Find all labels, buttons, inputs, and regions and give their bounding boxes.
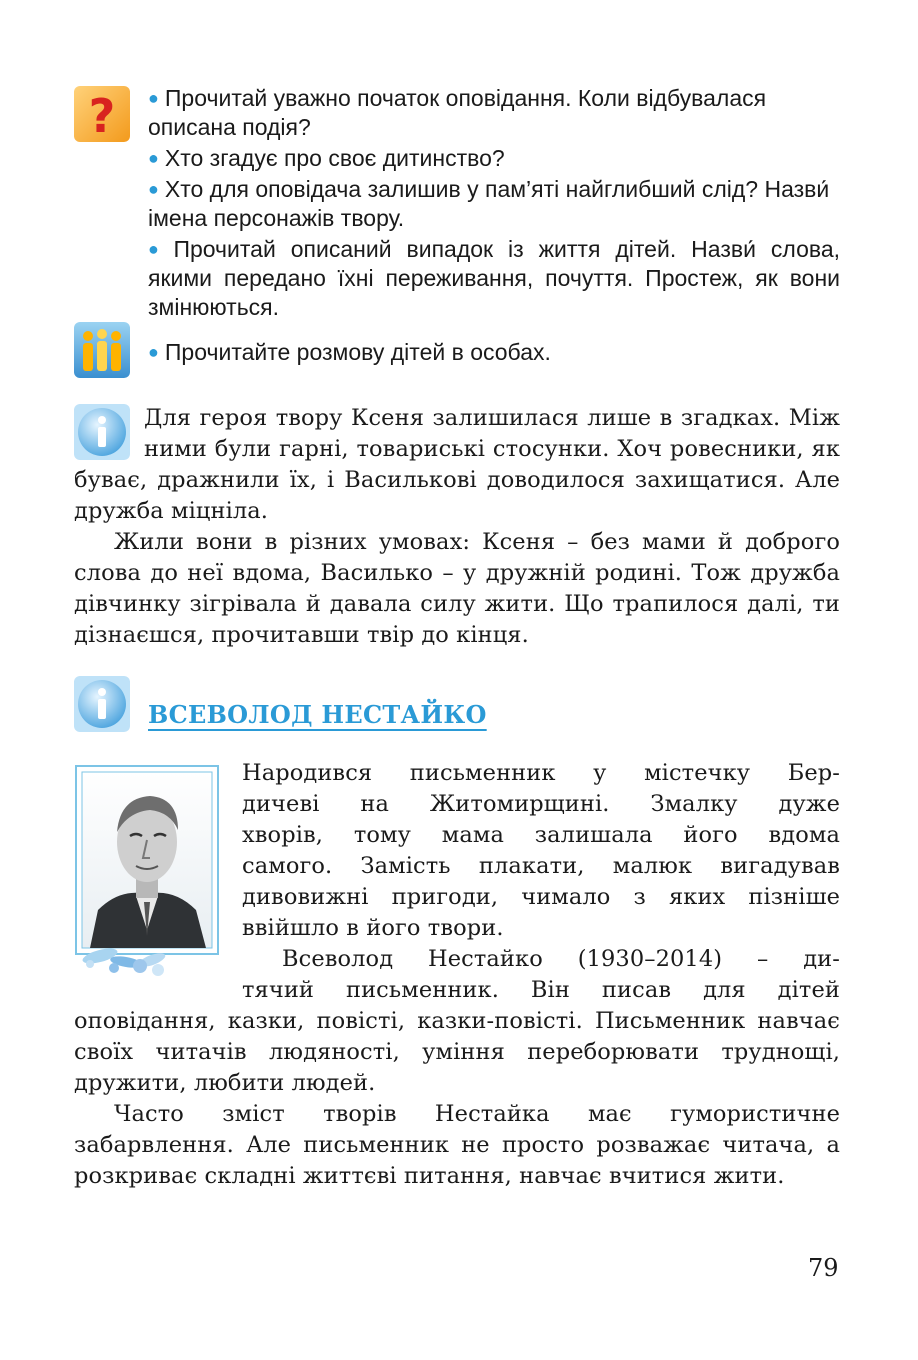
question-item: ● Прочитай описаний випадок із життя дітей. Назви́ слова, якими передано їхні переживання, почуття. Простеж, як вони змінюються. (148, 236, 841, 320)
author-portrait (70, 760, 240, 1000)
bio-paragraph: оповідання, казки, повісті, казки-повісті. Письменник навчає своїх читачів людяності, уміння переборювати труднощі, дружити, любити людей. (74, 1008, 840, 1096)
text-line: хворів, тому мама залишала його вдома (242, 822, 840, 848)
text-line: дивовижні пригоди, чимало з яких пізніше (242, 884, 840, 910)
question-item: ● Хто для оповідача залишив у пам’яті найглибший слід? Назви́ імена персонажів твору. (148, 176, 830, 231)
question-item: ● Прочитай уважно початок оповідання. Коли відбувалася описана подія? (148, 85, 767, 140)
page-number: 79 (808, 1254, 839, 1282)
question-icon (74, 86, 130, 142)
bio-paragraph: Часто зміст творів Нестайка має гумористичне забарвлення. Але письменник не просто розважає читача, а розкриває складні життєві питання, навчає вчитися жити. (74, 1101, 840, 1189)
author-heading: ВСЕВОЛОД НЕСТАЙКО (148, 700, 487, 729)
svg-text:?: ? (88, 89, 116, 142)
text-line: Народився письменник у містечку Бер- (242, 760, 840, 786)
question-item: ● Хто згадує про своє дитинство? (148, 145, 505, 171)
text-line: самого. Замість плакати, малюк вигадував (242, 853, 840, 879)
text-line: ввійшло в його твори. (242, 915, 504, 941)
info-icon (74, 676, 130, 732)
author-bio-full (74, 1006, 840, 1192)
info-paragraph: Для героя твору Ксеня залишилася лише в згадках. Між ними були гарні, товариські стосунки. Хоч ровесники, як буває, дражнили їх, і Василькові доводилося захищатися. Але дружба міцніла. (74, 405, 840, 524)
question-list (148, 84, 840, 324)
text-line: Всеволод Нестайко (1930–2014) – ди- (282, 946, 840, 972)
author-bio-narrow (242, 758, 840, 1006)
info-section-1 (74, 403, 840, 651)
group-task: ● Прочитайте розмову дітей в особах. (148, 339, 551, 365)
group-people-icon (74, 322, 130, 378)
info-paragraph: Жили вони в різних умовах: Ксеня – без мами й доброго слова до неї вдома, Василько – у дружній родині. Тож дружба дівчинку зігрівала й давала силу жити. Що трапилося далі, ти дізнаєшся, прочитавши твір до кінця. (74, 529, 840, 648)
text-line: тячий письменник. Він писав для дітей (242, 977, 840, 1003)
text-line: дичеві на Житомирщині. Змалку дуже (242, 791, 840, 817)
